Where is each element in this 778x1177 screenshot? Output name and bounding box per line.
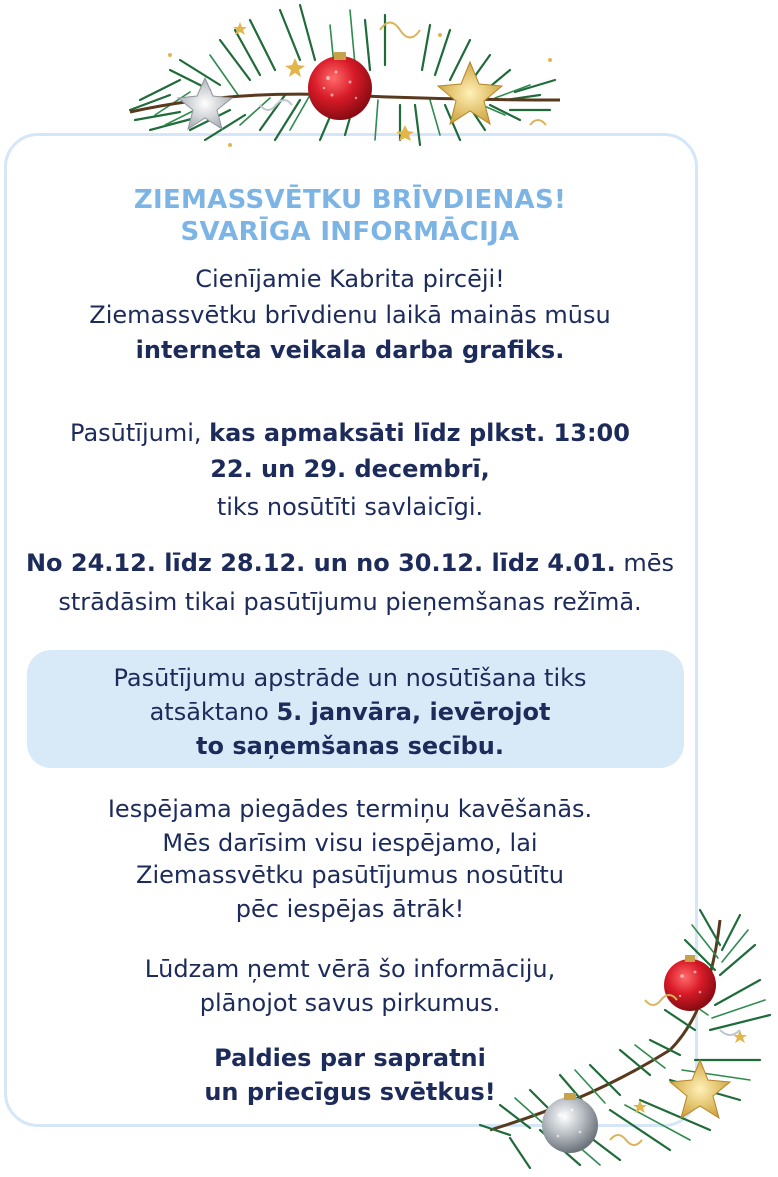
orders-result: tiks nosūtīti savlaicīgi. (216, 493, 484, 521)
notice-text: Lūdzam ņemt vērā šo informāciju, (144, 955, 556, 983)
period-mode-text: strādāsim tikai pasūtījumu pieņemšanas režīmā. (58, 588, 642, 616)
resume-order-text: to saņemšanas secību. (196, 732, 504, 760)
closing-text: Paldies par sapratni (214, 1044, 486, 1072)
christmas-garland-icon (110, 0, 580, 175)
orders-text: Pasūtījumi, kas apmaksāti līdz plkst. 13:00 (70, 419, 630, 447)
period-text: No 24.12. līdz 28.12. un no 30.12. līdz 4.01. mēs (25, 549, 675, 577)
closing-text-2: un priecīgus svētkus! (204, 1078, 496, 1106)
intro-text-bold: interneta veikala darba grafiks. (135, 336, 565, 364)
resume-date-text: atsāktano 5. janvāra, ievērojot (149, 698, 551, 726)
delay-text: Iespējama piegādes termiņu kavēšanās. (107, 795, 593, 823)
title-line-2: SVARĪGA INFORMĀCIJA (180, 217, 520, 247)
delay-text-3: Ziemassvētku pasūtījumus nosūtītu (136, 861, 564, 889)
orders-dates: 22. un 29. decembrī, (210, 455, 490, 483)
title-line-1: ZIEMASSVĒTKU BRĪVDIENAS! (133, 185, 567, 215)
intro-text: Ziemassvētku brīvdienu laikā mainās mūsu (89, 301, 611, 329)
resume-text: Pasūtījumu apstrāde un nosūtīšana tiks (113, 664, 587, 692)
christmas-branch-icon (470, 900, 778, 1177)
delay-text-2: Mēs darīsim visu iespējamo, lai (162, 829, 538, 857)
delay-text-4: pēc iespējas ātrāk! (235, 895, 465, 923)
notice-text-2: plānojot savus pirkumus. (199, 989, 501, 1017)
greeting-text: Cienījamie Kabrita pircēji! (195, 265, 505, 293)
